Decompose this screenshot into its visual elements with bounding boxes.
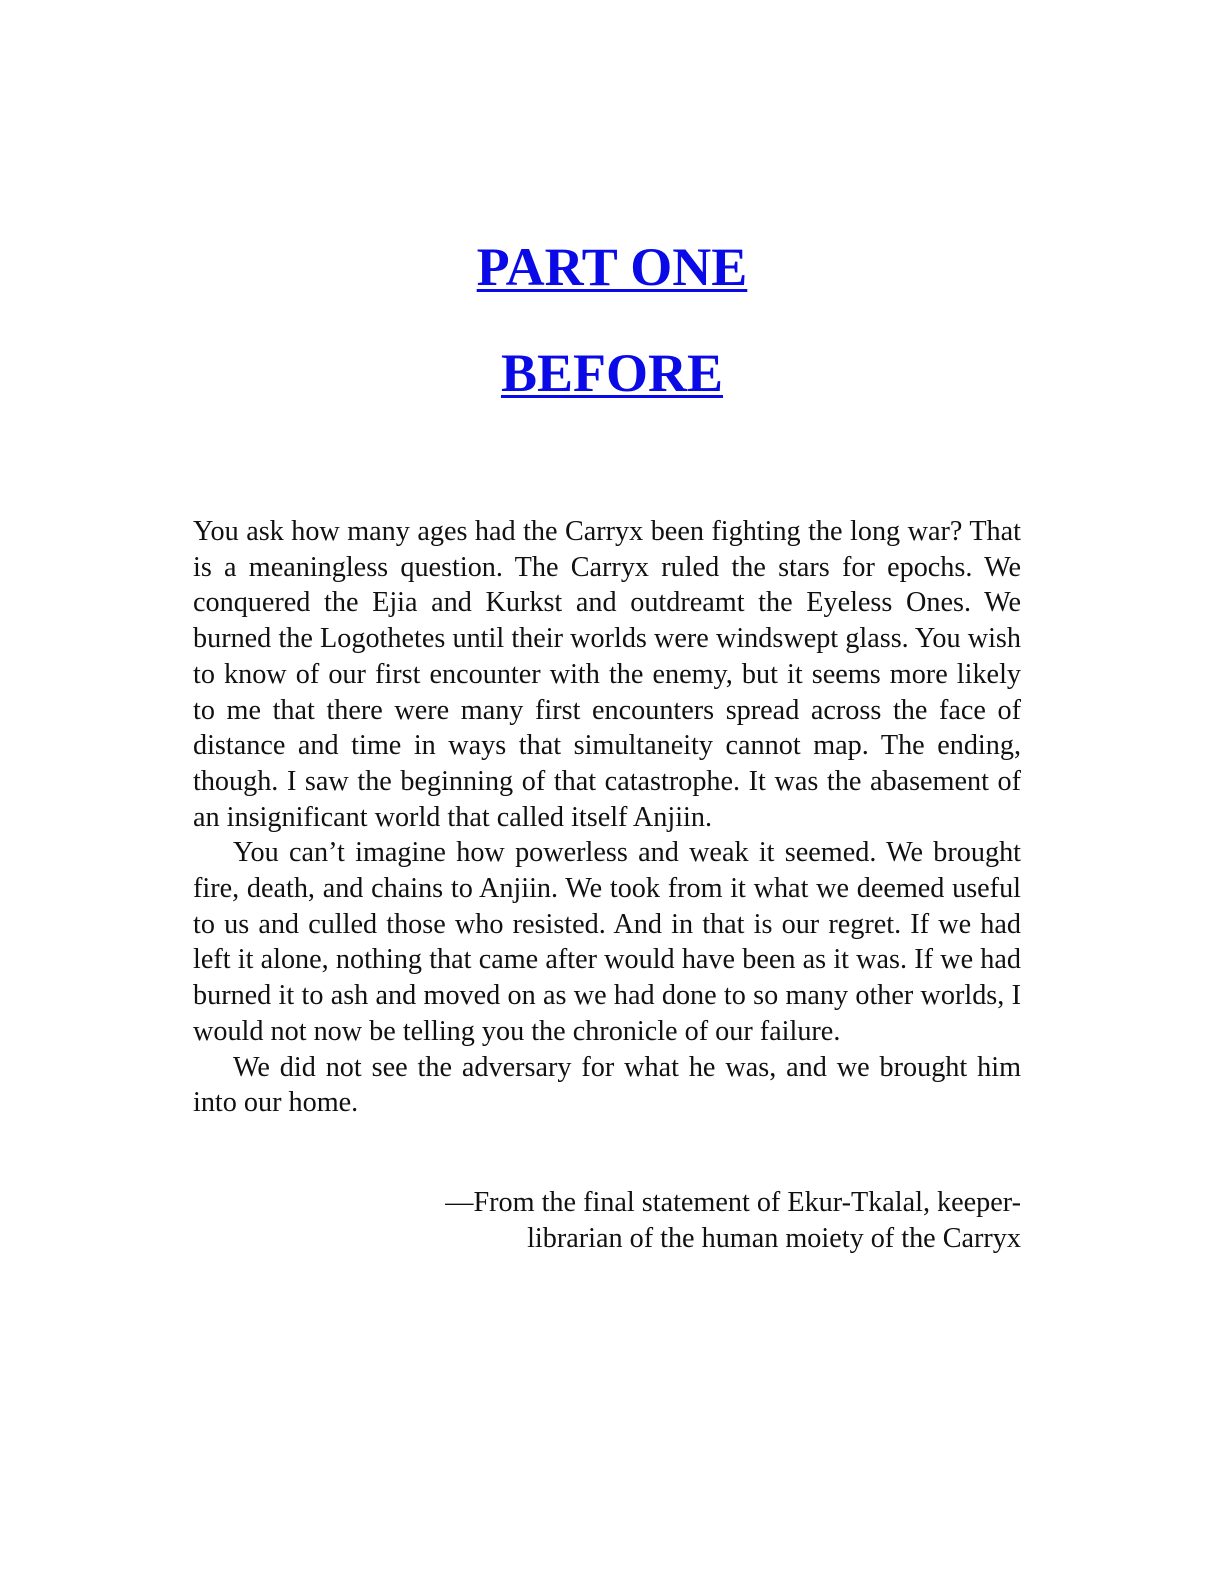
part-title-heading — [0, 343, 1224, 403]
part-heading-link[interactable]: PART ONE — [476, 237, 748, 297]
attribution — [193, 1185, 1021, 1256]
part-title-link[interactable]: BEFORE — [500, 343, 724, 403]
paragraph-1: You ask how many ages had the Carryx been fighting the long war? That is a meaningless question. The Carryx ruled the stars for epochs. We conquered the Ejia and Kurkst and outdreamt the Eyeless Ones. We burned the Logothetes until their worlds were windswept glass. You wish to know of our first encounter with the enemy, but it seems more likely to me that there were many first encounters spread across the face of distance and time in ways that simultaneity cannot map. The ending, though. I saw the beginning of that catastrophe. It was the abasement of an insignificant world that called itself Anjiin. — [193, 516, 1021, 833]
paragraph-3: We did not see the adversary for what he was, and we brought him into our home. — [193, 1051, 1021, 1119]
paragraph-2: You can’t imagine how powerless and weak it seemed. We brought fire, death, and chains to Anjiin. We took from it what we deemed useful to us and culled those who resisted. And in that is our regret. If we had left it alone, nothing that came after would have been as it was. If we had burned it to ash and moved on as we had done to so many other worlds, I would not now be telling you the chronicle of our failure. — [193, 837, 1021, 1047]
epigraph-body — [193, 514, 1021, 1121]
attribution-line-2: librarian of the human moiety of the Carryx — [527, 1222, 1021, 1254]
attribution-line-1: —From the final statement of Ekur-Tkalal, keeper- — [445, 1187, 1021, 1218]
part-heading — [0, 237, 1224, 297]
